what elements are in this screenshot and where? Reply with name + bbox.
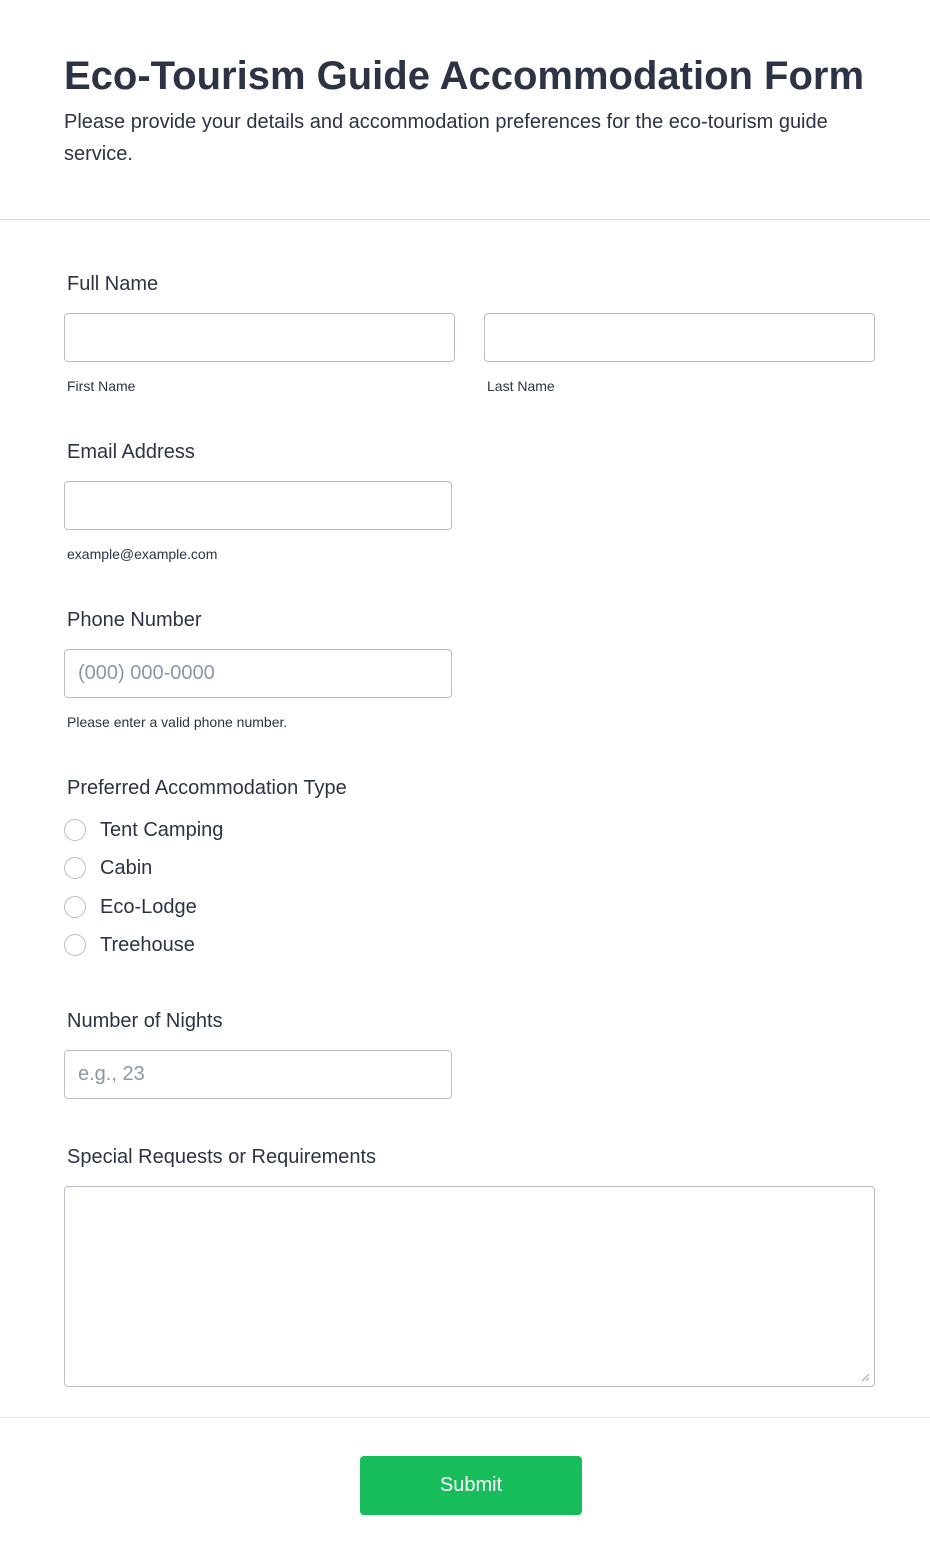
radio-label[interactable]: Tent Camping <box>100 818 224 841</box>
phone-label: Phone Number <box>67 609 202 631</box>
form-header <box>0 0 930 220</box>
phone-input[interactable] <box>64 649 452 698</box>
radio-button[interactable] <box>64 934 86 956</box>
radio-option-treehouse[interactable] <box>64 932 195 958</box>
radio-label[interactable]: Cabin <box>100 856 153 879</box>
email-sublabel: example@example.com <box>67 546 218 562</box>
email-input[interactable] <box>64 481 452 530</box>
radio-button[interactable] <box>64 857 86 879</box>
radio-option-eco-lodge[interactable] <box>64 894 197 920</box>
radio-label[interactable]: Treehouse <box>100 933 195 956</box>
radio-label[interactable]: Eco-Lodge <box>100 895 197 918</box>
radio-option-tent-camping[interactable] <box>64 817 223 843</box>
first-name-sublabel: First Name <box>67 378 136 394</box>
phone-sublabel: Please enter a valid phone number. <box>67 714 288 730</box>
full-name-label: Full Name <box>67 273 159 295</box>
first-name-input[interactable] <box>64 313 455 362</box>
last-name-input[interactable] <box>484 313 875 362</box>
last-name-sublabel: Last Name <box>487 378 555 394</box>
accommodation-label: Preferred Accommodation Type <box>67 777 347 799</box>
form-subtitle: Please provide your details and accommodation preferences for the eco-tourism guide service. <box>64 111 828 165</box>
nights-input[interactable] <box>64 1050 452 1099</box>
form-title: Eco-Tourism Guide Accommodation Form <box>64 54 865 98</box>
email-label: Email Address <box>67 441 195 463</box>
radio-option-cabin[interactable] <box>64 855 152 881</box>
radio-button[interactable] <box>64 896 86 918</box>
requests-textarea[interactable] <box>64 1186 875 1387</box>
footer-divider <box>0 1417 930 1418</box>
radio-button[interactable] <box>64 819 86 841</box>
resize-handle-icon[interactable] <box>860 1372 870 1382</box>
requests-label: Special Requests or Requirements <box>67 1146 377 1168</box>
submit-button[interactable]: Submit <box>360 1456 582 1515</box>
nights-label: Number of Nights <box>67 1010 223 1032</box>
